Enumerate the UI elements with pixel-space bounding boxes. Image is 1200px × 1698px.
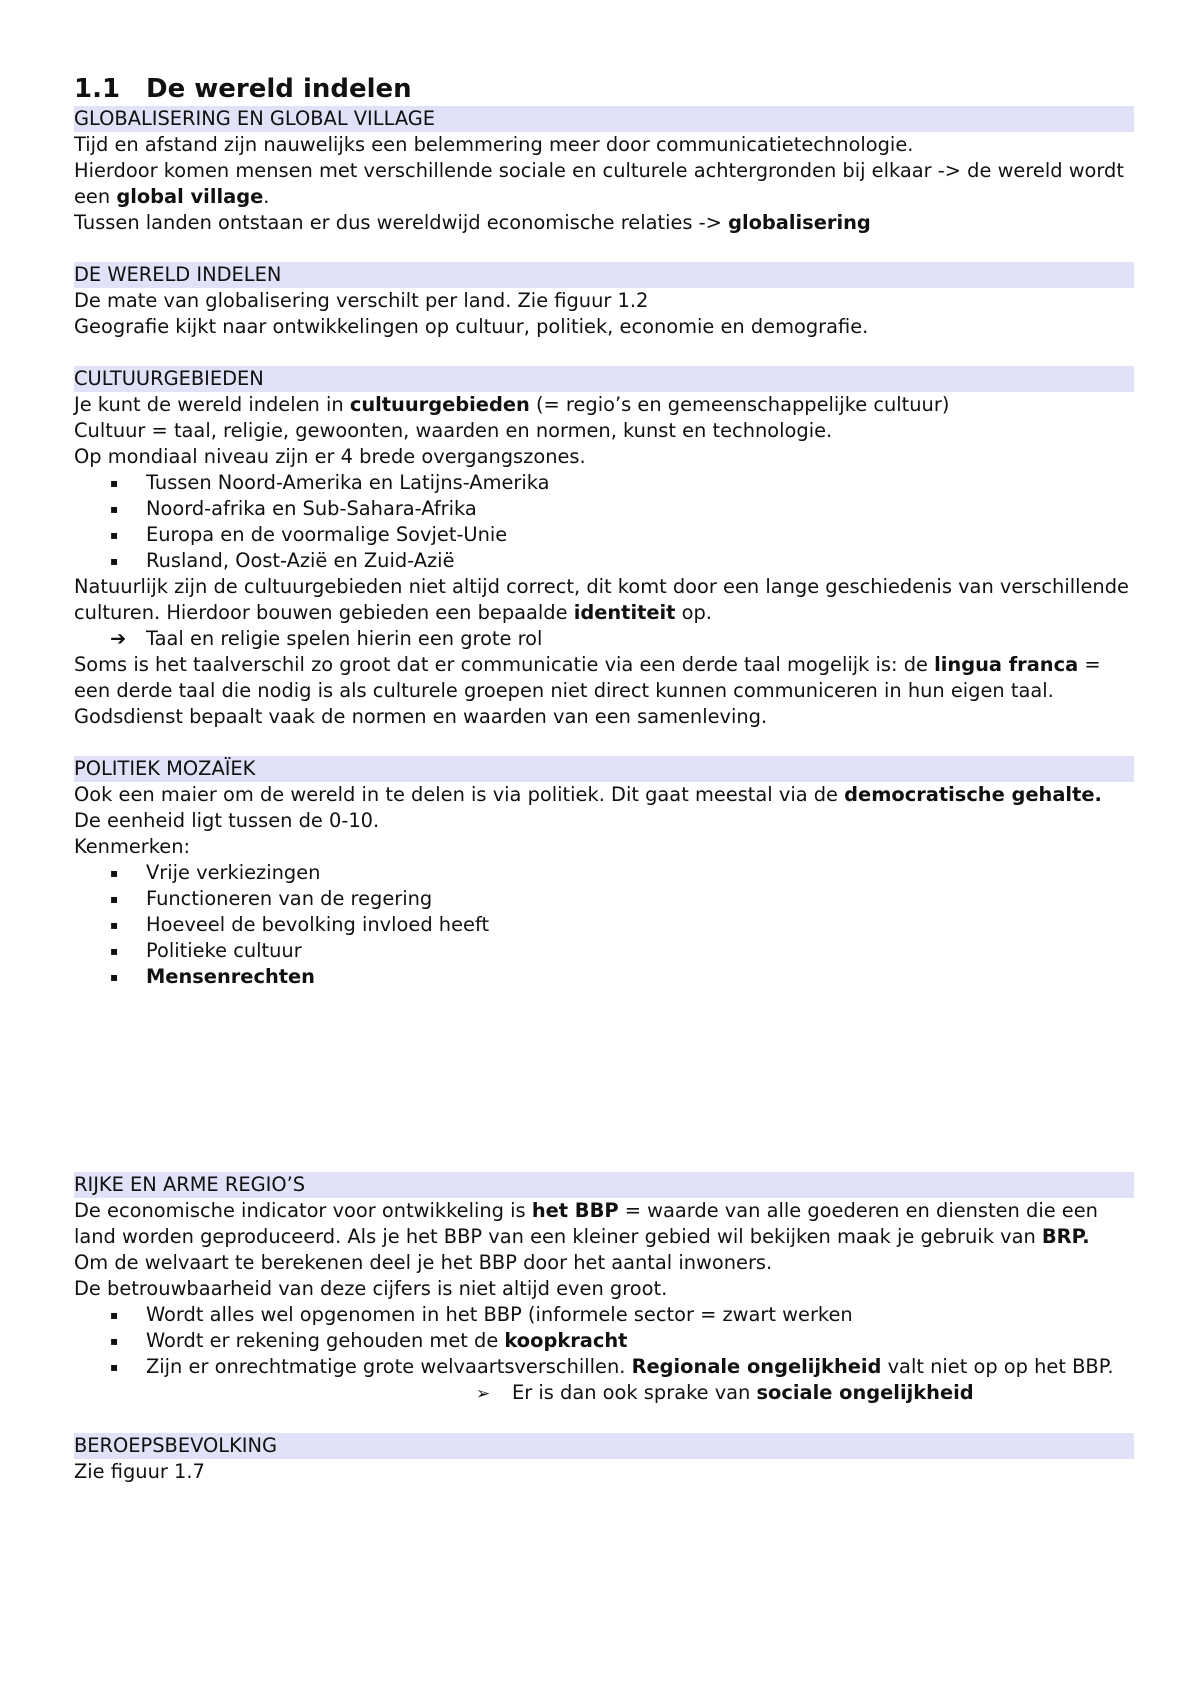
bullet-icon: ▪	[110, 892, 119, 906]
paragraph: Tussen landen ontstaan er dus wereldwijd economische relaties -> globalisering	[74, 211, 871, 234]
paragraph: Hierdoor komen mensen met verschillende sociale en culturele achtergronden bij elkaar -> de wereld wordt een global village.	[74, 159, 1124, 208]
bullet-icon: ▪	[110, 1360, 119, 1374]
paragraph: Je kunt de wereld indelen in cultuurgebieden (= regio’s en gemeenschappelijke cultuur)	[74, 393, 950, 416]
bullet-icon: ▪	[110, 502, 119, 516]
heading-rijke-arme-regios: RIJKE EN ARME REGIO’S	[74, 1172, 1134, 1198]
list-item: ▪ Functioneren van de regering	[110, 887, 433, 910]
bullet-icon: ▪	[110, 866, 119, 880]
paragraph: Natuurlijk zijn de cultuurgebieden niet altijd correct, dit komt door een lange geschiedenis van verschillende culturen. Hierdoor bouwen gebieden een bepaalde identiteit op.	[74, 575, 1129, 624]
title-text: De wereld indelen	[146, 74, 412, 104]
bullet-icon: ▪	[110, 1308, 119, 1322]
paragraph: De mate van globalisering verschilt per land. Zie figuur 1.2	[74, 289, 649, 312]
heading-beroepsbevolking: BEROEPSBEVOLKING	[74, 1433, 1134, 1459]
paragraph: Ook een maier om de wereld in te delen is via politiek. Dit gaat meestal via de democratische gehalte.	[74, 783, 1102, 806]
bold-term: cultuurgebieden	[349, 393, 530, 416]
paragraph: Om de welvaart te berekenen deel je het BBP door het aantal inwoners.	[74, 1251, 773, 1274]
bullet-icon: ▪	[110, 1334, 119, 1348]
list-item: ▪ Wordt er rekening gehouden met de koopkracht	[110, 1329, 628, 1352]
heading-cultuurgebieden: CULTUURGEBIEDEN	[74, 366, 1134, 392]
list-item: ▪ Noord-afrika en Sub-Sahara-Afrika	[110, 497, 477, 520]
bullet-icon: ▪	[110, 944, 119, 958]
document-page	[74, 72, 1134, 1485]
heading-globalisering: GLOBALISERING EN GLOBAL VILLAGE	[74, 106, 1134, 132]
zones-list	[74, 470, 1134, 574]
bullet-icon: ▪	[110, 554, 119, 568]
bullet-icon: ▪	[110, 918, 119, 932]
paragraph: De eenheid ligt tussen de 0-10.	[74, 809, 380, 832]
paragraph: Tijd en afstand zijn nauwelijks een belemmering meer door communicatietechnologie.	[74, 133, 914, 156]
paragraph: Godsdienst bepaalt vaak de normen en waarden van een samenleving.	[74, 705, 768, 728]
list-item: ▪ Vrije verkiezingen	[110, 861, 321, 884]
list-item: ▪ Tussen Noord-Amerika en Latijns-Amerika	[110, 471, 550, 494]
arrowhead-right-icon: ➢	[476, 1384, 491, 1404]
paragraph: Op mondiaal niveau zijn er 4 brede overgangszones.	[74, 445, 586, 468]
bullet-icon: ▪	[110, 970, 119, 984]
arrow-note: ➢ Er is dan ook sprake van sociale ongelijkheid	[74, 1380, 1134, 1407]
arrow-right-icon: ➔	[110, 627, 127, 650]
bold-term: lingua franca	[934, 653, 1079, 676]
list-item: ▪ Europa en de voormalige Sovjet-Unie	[110, 523, 508, 546]
paragraph: De betrouwbaarheid van deze cijfers is niet altijd even groot.	[74, 1277, 668, 1300]
bold-term: het BBP	[531, 1199, 619, 1222]
paragraph: Soms is het taalverschil zo groot dat er communicatie via een derde taal mogelijk is: de lingua franca = een derde taal die nodig is als culturele groepen niet direct kunnen communiceren in hun eigen taal.	[74, 653, 1101, 702]
bullet-icon: ▪	[110, 476, 119, 490]
heading-politiek-mozaiek: POLITIEK MOZAÏEK	[74, 756, 1134, 782]
section-number: 1.1	[74, 74, 121, 104]
list-item: ▪ Zijn er onrechtmatige grote welvaartsverschillen. Regionale ongelijkheid valt niet op op het BBP.	[110, 1355, 1114, 1378]
list-item: ▪ Rusland, Oost-Azië en Zuid-Azië	[110, 549, 455, 572]
betrouwbaarheid-list	[74, 1302, 1134, 1380]
list-item: ▪ Mensenrechten	[110, 965, 315, 988]
page-title	[74, 72, 1134, 106]
list-item: ▪ Hoeveel de bevolking invloed heeft	[110, 913, 490, 936]
list-item: ▪ Wordt alles wel opgenomen in het BBP (informele sector = zwart werken	[110, 1303, 853, 1326]
bold-term: BRP.	[1041, 1225, 1090, 1248]
list-item: ▪ Politieke cultuur	[110, 939, 302, 962]
bold-term: identiteit	[573, 601, 676, 624]
bold-term: sociale ongelijkheid	[756, 1381, 974, 1404]
bold-term: democratische gehalte.	[844, 783, 1102, 806]
paragraph: Kenmerken:	[74, 835, 191, 858]
paragraph: Cultuur = taal, religie, gewoonten, waarden en normen, kunst en technologie.	[74, 419, 833, 442]
bullet-icon: ▪	[110, 528, 119, 542]
paragraph: Zie figuur 1.7	[74, 1460, 205, 1483]
paragraph: Geografie kijkt naar ontwikkelingen op cultuur, politiek, economie en demografie.	[74, 315, 869, 338]
bold-term: globalisering	[728, 211, 871, 234]
heading-wereld-indelen: DE WERELD INDELEN	[74, 262, 1134, 288]
kenmerken-list	[74, 860, 1134, 990]
paragraph: De economische indicator voor ontwikkeling is het BBP = waarde van alle goederen en diensten die een land worden geproduceerd. Als je het BBP van een kleiner gebied wil bekijken maak je gebruik van BRP.	[74, 1199, 1098, 1248]
arrow-note: ➔ Taal en religie spelen hierin een grote rol	[110, 627, 543, 650]
bold-term: global village	[116, 185, 264, 208]
